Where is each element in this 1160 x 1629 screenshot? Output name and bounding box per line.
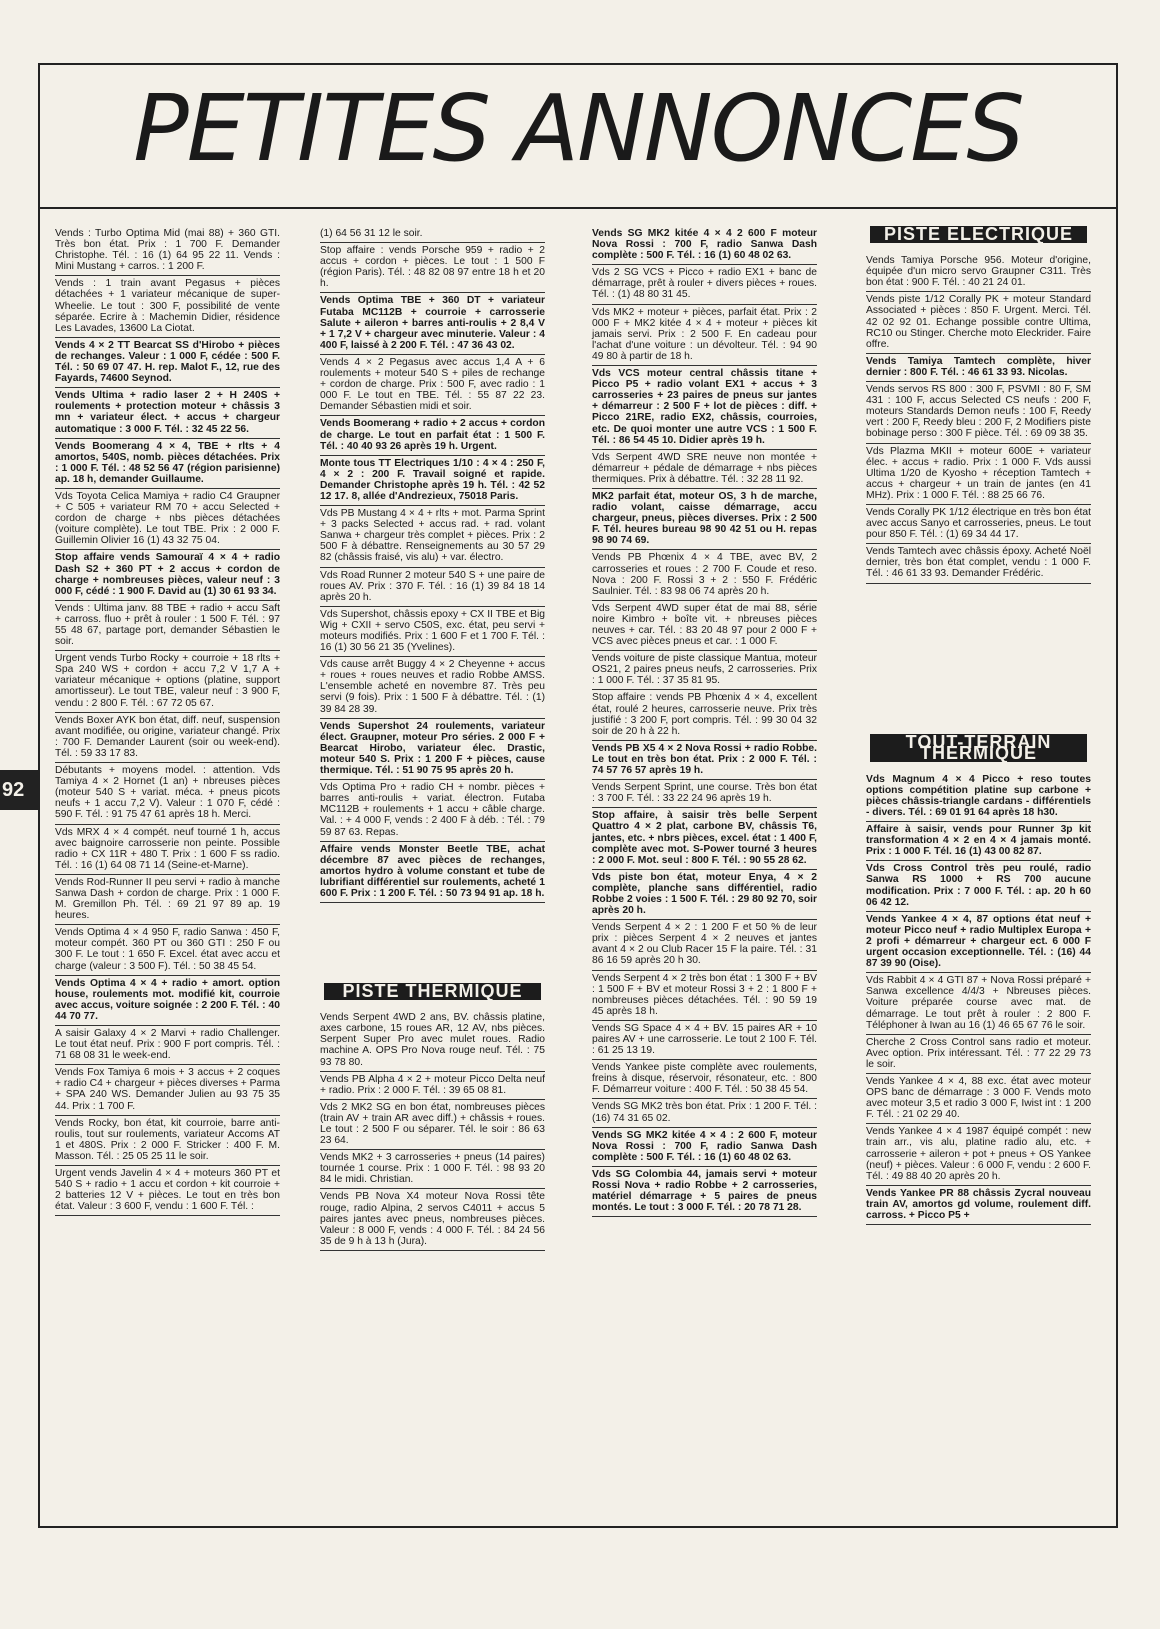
- classified-ad: A saisir Galaxy 4 × 2 Marvi + radio Challenger. Le tout état neuf. Prix : 900 F port compris. Tél. : 71 68 08 31 le week-end.: [55, 1026, 280, 1065]
- classified-ad: Vends Serpent 4 × 2 très bon état : 1 300 F + BV : 1 500 F + BV et moteur Rossi 3 + 2 : 1 800 F + nombreuses pièces détachées. Tél. : 90 59 19 45 après 18 h.: [592, 971, 817, 1021]
- classified-ad: Vends Boomerang + radio + 2 accus + cordon de charge. Le tout en parfait état : 1 500 F. Tél. : 40 40 93 26 après 19 h. Urgent.: [320, 416, 545, 455]
- column-1: [55, 226, 280, 1216]
- classified-ad: Vends Serpent Sprint, une course. Très bon état : 3 700 F. Tél. : 33 22 24 96 après 19 h.: [592, 780, 817, 808]
- classified-ad: Vends Yankee piste complète avec roulements, freins à disque, réservoir, résonateur, etc. : 800 F. Démarreur voiture : 400 F. Tél. : 50 38 45 54.: [592, 1060, 817, 1099]
- classified-ad: Vends Ultima + radio laser 2 + H 240S + roulements + protection moteur + châssis 3 mn + variateur élect. + accus + chargeur automatique : 3 000 F. Tél. : 32 45 22 56.: [55, 388, 280, 438]
- classified-list: [866, 772, 1091, 1225]
- classified-ad: Vends PB Phœnix 4 × 4 TBE, avec BV, 2 carrosseries et roues : 2 700 F. Coude et reso. Nova : 200 F. Rossi 3 + 2 : 550 F. Frédéric Saulnier. Tél. : 83 98 06 74 après 20 h.: [592, 550, 817, 600]
- section-header-piste-thermique: PISTE THERMIQUE: [324, 983, 541, 1000]
- classified-ad: Vds Rabbit 4 × 4 GTI 87 + Nova Rossi préparé + Sanwa excellence 4/4/3 + Nbreuses pièces. Voiture préparée course avec mat. de démarrage. Le tout prêt à rouler : 2 800 F. Téléphoner à Iwan au 16 (1) 46 65 67 76 le soir.: [866, 973, 1091, 1034]
- classified-ad: Vends : Ultima janv. 88 TBE + radio + accu Saft + carross. fluo + prêt à rouler : 1 500 F. Tél. : 97 55 48 67, partage port, demander Sébastien le soir.: [55, 601, 280, 651]
- classified-ad: Vds Plazma MKII + moteur 600E + variateur élec. + accus + radio. Prix : 1 000 F. Vds aussi Ultima 1/20 de Kyosho + réception Tamtech + accus + chargeur + un train de jantes (en 41 MHz). Prix : 1 000 F. Tél. : 88 25 66 76.: [866, 444, 1091, 505]
- classified-ad: Vends Yankee 4 × 4, 87 options état neuf + moteur Picco neuf + radio Multiplex Europa + 2 profi + démarreur + chargeur ect. 6 000 F urgent occasion exceptionnelle. Tél. : (16) 44 87 39 90 (Oise).: [866, 912, 1091, 973]
- classified-ad: Vds Serpent 4WD SRE neuve non montée + démarreur + pédale de démarrage + nbs pièces thermiques. Prix à débattre. Tél. : 32 28 11 92.: [592, 450, 817, 489]
- classified-ad: Vends PB X5 4 × 2 Nova Rossi + radio Robbe. Le tout en très bon état. Prix : 2 000 F. Tél. : 74 57 76 57 après 19 h.: [592, 741, 817, 780]
- classified-ad: Vends piste 1/12 Corally PK + moteur Standard Associated + pièces : 850 F. Urgent. Merci. Tél. 42 02 92 01. Echange possible contre Ultima, RC10 ou Stinger. Cherche moto Eleckrider. Faire offre.: [866, 292, 1091, 353]
- page-number: 92: [0, 770, 40, 810]
- classified-ad: Vends Optima 4 × 4 950 F, radio Sanwa : 450 F, moteur compét. 360 PT ou 360 GTI : 250 F ou 300 F. Le tout : 1 650 F. Excel. état avec accu et charge (valeur : 3 500 F). Tél. : 50 38 45 54.: [55, 925, 280, 975]
- classified-ad: Vds Road Runner 2 moteur 540 S + une paire de roues AV. Prix : 370 F. Tél. : 16 (1) 39 84 18 14 après 20 h.: [320, 568, 545, 607]
- column-3: [592, 226, 817, 1217]
- classified-ad: Stop affaire : vends Porsche 959 + radio + 2 accus + cordon + pièces. Le tout : 1 500 F (région Paris). Tél. : 48 82 08 97 entre 18 h et 20 h.: [320, 243, 545, 293]
- classified-ad: Vends SG Space 4 × 4 + BV. 15 paires AR + 10 paires AV + une carrosserie. Le tout 2 100 F. Tél. : 61 25 13 19.: [592, 1021, 817, 1060]
- classified-ad: Affaire à saisir, vends pour Runner 3p kit transformation 4 × 2 en 4 × 4 jamais monté. Prix : 1 000 F. Tél. 16 (1) 43 00 82 87.: [866, 822, 1091, 861]
- classified-ad: Urgent vends Javelin 4 × 4 + moteurs 360 PT et 540 S + radio + 1 accu et cordon + kit courroie + 2 batteries 12 V + pièces. Le tout en très bon état. Valeur : 3 600 F, vendu : 1 600 F. Tél. :: [55, 1166, 280, 1216]
- classified-ad: Vds 2 MK2 SG en bon état, nombreuses pièces (train AV + train AR avec diff.) + châssis + roues. Le tout : 2 500 F ou séparer. Tél. le soir : 86 63 23 64.: [320, 1100, 545, 1150]
- section-header-piste-electrique: PISTE ELECTRIQUE: [870, 226, 1087, 243]
- classified-ad: Vends Tamtech avec châssis époxy. Acheté Noël dernier, très bon état complet, vendu : 1 000 F. Tél. : 46 61 33 93. Demander Frédéric.: [866, 544, 1091, 583]
- classified-list: [866, 253, 1091, 583]
- classified-ad: Vds Toyota Celica Mamiya + radio C4 Graupner + C 505 + variateur RM 70 + accu Selected + cordon de charge + nbs pièces détachées (voiture complète). Le tout TBE. Prix : 2 000 F. Guillemin Olivier 16 (1) 43 32 75 04.: [55, 489, 280, 550]
- classified-ad: Vends Rocky, bon état, kit courroie, barre anti-roulis, tout sur roulements, variateur Accoms AT 1 et 480S. Prix : 2 000 F. Stricker : 400 F. M. Masson. Tél. : 25 05 25 11 le soir.: [55, 1116, 280, 1166]
- classified-ad: Vends Yankee 4 × 4, 88 exc. état avec moteur OPS banc de démarrage : 3 000 F. Vends moto avec moteur 3,5 et radio 3 000 F, Iwist int : 1 200 F. Tél. : 21 02 29 40.: [866, 1074, 1091, 1124]
- classified-ad: Vends PB Alpha 4 × 2 + moteur Picco Delta neuf + radio. Prix : 2 000 F. Tél. : 39 65 08 81.: [320, 1072, 545, 1100]
- classified-ad: Vds Optima Pro + radio CH + nombr. pièces + barres anti-roulis + variat. électron. Futaba MC112B + roulements + 1 accu + câble charge. Val. : + 4 000 F, vends : 2 400 F à déb. : Tél. : 79 59 87 63. Repas.: [320, 780, 545, 841]
- column-4: [866, 226, 1091, 1225]
- classified-ad: Vends MK2 + 3 carrosseries + pneus (14 paires) tournée 1 course. Prix : 1 000 F. Tél. : 98 93 20 84 le midi. Christian.: [320, 1150, 545, 1189]
- classified-ad: Vends Tamiya Porsche 956. Moteur d'origine, équipée d'un micro servo Graupner C311. Très bon état : 900 F. Tél. : 40 21 24 01.: [866, 253, 1091, 292]
- classified-ad: Vds piste bon état, moteur Enya, 4 × 2 complète, planche sans différentiel, radio Robbe 2 voies : 1 500 F. Tél. : 29 80 92 70, soir après 20 h.: [592, 870, 817, 920]
- classified-ad: Vds PB Mustang 4 × 4 + rlts + mot. Parma Sprint + 3 packs Selected + accus rad. + rad. volant Sanwa + chargeur très complet + pièces. Prix : 2 500 F à débattre. Renseignements au 30 57 29 82 (châssis fraisé, vis alu) + var. électro.: [320, 506, 545, 567]
- classified-ad: Vends voiture de piste classique Mantua, moteur OS21, 2 paires pneus neufs, 2 carrosseries. Prix : 1 000 F. Tél. : 37 35 81 95.: [592, 651, 817, 690]
- classified-ad: Vends Corally PK 1/12 électrique en très bon état avec accus Sanyo et carrosseries, pneus. Le tout pour 850 F. Tél. : (1) 69 34 44 17.: [866, 505, 1091, 544]
- classified-ad: Vds Serpent 4WD super état de mai 88, série noire Kimbro + boîte vit. + nbreuses pièces neuves + car. Tél. : 83 20 48 97 pour 2 000 F + VCS avec pièces pneus et car. : 1 000 F.: [592, 601, 817, 651]
- classified-ad: Vends : 1 train avant Pegasus + pièces détachées + 1 variateur mécanique de super-Wheelie. Le tout : 300 F, possibilité de vente séparée. Ecrire à : Machemin Didier, résidence Les Lavades, 13600 La Ciotat.: [55, 276, 280, 337]
- classified-ad: Monte tous TT Electriques 1/10 : 4 × 4 : 250 F, 4 × 2 : 200 F. Travail soigné et rapide. Demander Christophe après 19 h. Tél. : 42 52 12 17. 8, allée d'Andrezieux, 75018 Paris.: [320, 456, 545, 506]
- classified-ad: Vends SG MK2 kitée 4 × 4 : 2 600 F, moteur Nova Rossi : 700 F, radio Sanwa Dash complète : 500 F. Tél. : 16 (1) 60 48 02 63.: [592, 1128, 817, 1167]
- classified-ad: Vends Serpent 4WD 2 ans, BV. châssis platine, axes carbone, 15 roues AR, 12 AV, nbs pièces. Serpent Super Pro avec mulet roues. Radio machine A. OPS Pro Nova rouge neuf. Tél. : 75 93 78 80.: [320, 1010, 545, 1071]
- classified-ad: Vends 4 × 2 Pegasus avec accus 1,4 A + 6 roulements + moteur 540 S + piles de rechange + cordon de charge. Prix : 500 F, avec radio : 1 000 F. Le tout en TBE. Tél. : 55 87 22 23. Demander Sébastien midi et soir.: [320, 355, 545, 416]
- classified-ad: Vends SG MK2 très bon état. Prix : 1 200 F. Tél. : (16) 74 31 65 02.: [592, 1099, 817, 1127]
- classified-ad: Vends Yankee PR 88 châssis Zycral nouveau train AV, amortos gd volume, roulement diff. carross. + Picco P5 +: [866, 1186, 1091, 1225]
- classified-list: [55, 226, 280, 1216]
- classified-list: [320, 1010, 545, 1251]
- classified-ad: Vds MK2 + moteur + pièces, parfait état. Prix : 2 000 F + MK2 kitée 4 × 4 + moteur + pièces kit jamais servi. Prix : 2 500 F. En cadeau pour l'achat d'une voiture : un dévolteur. Tél. : 94 90 49 80 à partir de 18 h.: [592, 305, 817, 366]
- classified-ad: Stop affaire, à saisir très belle Serpent Quattro 4 × 2 plat, carbone BV, châssis T6, jantes, etc. + nbrs pièces, excel. état : 1 400 F, complète avec mot. S-Power tourné 3 heures : 2 000 F. Mot. seul : 800 F. Tél. : 90 55 28 62.: [592, 808, 817, 869]
- classified-ad: Stop affaire : vends PB Phœnix 4 × 4, excellent état, roulé 2 heures, carrosserie neuve. Prix très justifié : 3 200 F, port compris. Tél. : 99 30 04 32 soir de 20 h à 22 h.: [592, 690, 817, 740]
- column-2: [320, 226, 545, 1251]
- classified-ad: Vends Optima 4 × 4 + radio + amort. option house, roulements mot. modifié kit, courroie avec accus, voiture soignée : 2 200 F. Tél. : 40 44 70 77.: [55, 976, 280, 1026]
- classified-ad: Vds SG Colombia 44, jamais servi + moteur Rossi Nova + radio Robbe + 2 carrosseries, matériel démarrage + 5 paires de pneus montés. Le tout : 3 000 F. Tél. : 20 78 71 28.: [592, 1167, 817, 1217]
- classified-ad: Vends Tamiya Tamtech complète, hiver dernier : 800 F. Tél. : 46 61 33 93. Nicolas.: [866, 354, 1091, 382]
- classified-ad: Vends Boxer AYK bon état, diff. neuf, suspension avant modifiée, ou origine, variateur changé. Prix : 700 F. Demander Laurent (soir ou week-end). Tél. : 59 33 17 83.: [55, 713, 280, 763]
- classified-ad: Vds MRX 4 × 4 compét. neuf tourné 1 h, accus avec baignoire carrosserie non peinte. Possible radio + CX 11R + 480 T. Prix : 1 600 F ss radio. Tél. : 16 (1) 64 08 71 14 (Seine-et-Marne).: [55, 825, 280, 875]
- classified-ad: Vends Rod-Runner II peu servi + radio à manche Sanwa Dash + cordon de charge. Prix : 1 000 F. M. Gremillon Ph. Tél. : 69 21 97 89 ap. 19 heures.: [55, 875, 280, 925]
- classified-ad: Vds VCS moteur central châssis titane + Picco P5 + radio volant EX1 + accus + 3 carrosseries + 23 paires de pneus sur jantes + démarreur : 2 500 F + lot de pièces : diff. + Picco 21RE, radio EX2, châssis, courroies, etc. De quoi monter une autre VCS : 1 500 F. Tél. : 86 54 45 10. Didier après 19 h.: [592, 366, 817, 450]
- classified-list: [592, 226, 817, 1217]
- classified-ad: Cherche 2 Cross Control sans radio et moteur. Avec option. Prix intéressant. Tél. : 77 22 29 73 le soir.: [866, 1035, 1091, 1074]
- classified-ad: Vds Magnum 4 × 4 Picco + reso toutes options compétition platine sup carbone + pièces châssis-triangle cardans - différentiels - divers. Tél. : 69 01 91 64 après 18 h30.: [866, 772, 1091, 822]
- classified-ad: Stop affaire vends Samouraï 4 × 4 + radio Dash S2 + 360 PT + 2 accus + cordon de charge + nombreuses pièces, valeur neuf : 3 000 F, cédé : 1 900 F. David au (1) 30 61 93 34.: [55, 550, 280, 600]
- page-title: PETITES ANNONCES: [133, 75, 1023, 182]
- classified-ad: Vends servos RS 800 : 300 F, PSVMI : 80 F, SM 431 : 100 F, accus Selected CS neufs : 200 F, moteurs Standards Demon neufs : 100 F, Reedy vert : 200 F, Reedy bleu : 200 F, 2 Modifiers piste bobinage perso : 300 F pièce. Tél. : 69 09 38 35.: [866, 382, 1091, 443]
- classified-ad: Vends Serpent 4 × 2 : 1 200 F et 50 % de leur prix : pièces Serpent 4 × 2 neuves et jantes avant 4 × 2 ou Club Racer 15 F la paire. Tél. : 31 86 16 59 après 20 h 30.: [592, 920, 817, 970]
- classified-ad: Vends Optima TBE + 360 DT + variateur Futaba MC112B + courroie + carrosserie Salute + aileron + barres anti-roulis + 2 8,4 V + 1 7,2 V + chargeur avec minuterie. Valeur : 4 400 F, laissé à 2 200 F. Tél. : 47 36 43 02.: [320, 293, 545, 354]
- classified-ad: MK2 parfait état, moteur OS, 3 h de marche, radio volant, caisse démarrage, accu chargeur, pneus, pièces diverses. Prix : 2 500 F. Tél. heures bureau 98 90 42 51 ou H. repas 98 90 74 69.: [592, 489, 817, 550]
- classified-ad: Vds cause arrêt Buggy 4 × 2 Cheyenne + accus + roues + roues neuves et radio Robbe AMSS. L'ensemble acheté en novembre 87. Très peu servi (9 fois). Prix : 1 500 F à débattre. Tél. : (1) 39 84 28 39.: [320, 657, 545, 718]
- classified-ad: Vends Supershot 24 roulements, variateur élect. Graupner, moteur Pro séries. 2 000 F + Bearcat Hirobo, variateur élec. Drastic, moteur 540 S. Prix : 1 200 F + pièces, cause thermique. Tél. : 51 90 75 95 après 20 h.: [320, 719, 545, 780]
- classified-ad: Urgent vends Turbo Rocky + courroie + 18 rlts + Spa 240 WS + cordon + accu 7,2 V 1,7 A + variateur mécanique + options (platine, support amortisseur). Le tout TBE, valeur neuf : 3 900 F, vendu : 2 800 F. Tél. : 67 72 05 67.: [55, 651, 280, 712]
- classified-ad: Vds Supershot, châssis epoxy + CX II TBE et Big Wig + CXII + servo C50S, exc. état, peu servi + moteurs modifiés. Prix : 1 600 F et 1 700 F. Tél. : 16 (1) 30 56 21 35 (Yvelines).: [320, 607, 545, 657]
- classified-ad: Vends SG MK2 kitée 4 × 4 2 600 F moteur Nova Rossi : 700 F, radio Sanwa Dash complète : 500 F. Tél. : 16 (1) 60 48 02 63.: [592, 226, 817, 265]
- classified-ad: Vds Cross Control très peu roulé, radio Sanwa RS 1000 + RS 700 aucune modification. Prix : 7 000 F. Tél. : ap. 20 h 60 06 42 12.: [866, 861, 1091, 911]
- classified-ad: Vends Yankee 4 × 4 1987 équipé compét : new train arr., vis alu, platine radio alu, etc. + carrosserie + aileron + pot + pneus + OS Yankee (neuf) + pièces. Valeur : 6 000 F, vendu : 2 600 F. Tél. : 49 88 40 20 après 20 h.: [866, 1124, 1091, 1185]
- classified-ad: Vends Fox Tamiya 6 mois + 3 accus + 2 coques + radio C4 + chargeur + pièces diverses + Parma + SPA 240 WS. Demander Julien au 93 75 35 44. Prix : 1 700 F.: [55, 1065, 280, 1115]
- section-header-tout-terrain: TOUT-TERRAIN THERMIQUE: [870, 734, 1087, 762]
- classified-ad: Vends 4 × 2 TT Bearcat SS d'Hirobo + pièces de rechanges. Valeur : 1 000 F, cédée : 500 F. Tél. : 50 69 07 47. H. rep. Malot F., 12, rue des Fayards, 74600 Seynod.: [55, 338, 280, 388]
- classified-ad: Vends PB Nova X4 moteur Nova Rossi tête rouge, radio Alpina, 2 servos C4011 + accus 5 paires jantes avec pneus, nombreuses pièces. Valeur : 8 000 F, vends : 4 000 F. Tél. : 84 24 56 35 de 9 h à 13 h (Jura).: [320, 1189, 545, 1250]
- classified-ad: Vds 2 SG VCS + Picco + radio EX1 + banc de démarrage, prêt à rouler + divers pièces + roues. Tél. : (1) 48 80 31 45.: [592, 265, 817, 304]
- classified-ad: Débutants + moyens model. : attention. Vds Tamiya 4 × 2 Hornet (1 an) + nbreuses pièces (moteur 540 S + variat. méca. + pneus picots neufs + 1 accu 7,2 V). Valeur : 1 070 F, cédé : 590 F. Tél. : 91 75 47 61 après 18 h. Merci.: [55, 763, 280, 824]
- classified-ad: Vends Boomerang 4 × 4, TBE + rlts + 4 amortos, 540S, nomb. pièces détachées. Prix : 1 000 F. Tél. : 48 52 56 47 (région parisienne) ap. 18 h, demander Guillaume.: [55, 439, 280, 489]
- classified-list: [320, 226, 545, 903]
- classified-ad: (1) 64 56 31 12 le soir.: [320, 226, 545, 243]
- classified-ad: Affaire vends Monster Beetle TBE, achat décembre 87 avec pièces de rechanges, amortos hydro à volume constant et tube de lubrifiant différentiel sur roulements, acheté 1 600 F. Prix : 1 200 F. Tél. : 50 73 94 91 ap. 18 h.: [320, 842, 545, 903]
- classified-ad: Vends : Turbo Optima Mid (mai 88) + 360 GTI. Très bon état. Prix : 1 700 F. Demander Christophe. Tél. : 16 (1) 64 95 22 11. Vends : Mini Mustang + carros. : 1 200 F.: [55, 226, 280, 276]
- page-header: [38, 63, 1118, 209]
